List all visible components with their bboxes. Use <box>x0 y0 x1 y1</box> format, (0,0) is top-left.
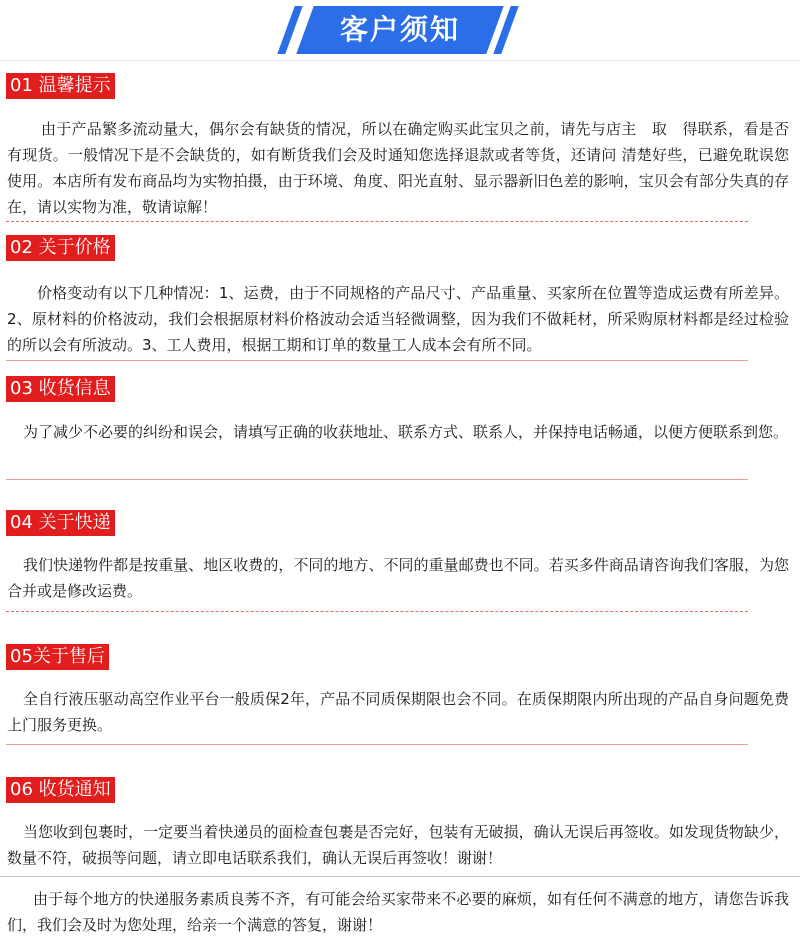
section-tag: 05关于售后 <box>6 644 109 670</box>
footer-text: 由于每个地方的快递服务素质良莠不齐，有可能会给买家带来不必要的麻烦，如有任何不满意的地方，请您告诉我们，我们会及时为您处理，给亲一个满意的答复，谢谢！ <box>7 890 789 934</box>
section-tag: 06 收货通知 <box>6 777 115 803</box>
section-text: 当您收到包裹时，一定要当着快递员的面检查包裹是否完好，包装有无破损，确认无误后再签收。如发现货物缺少，数量不符，破损等问题，请立即电话联系我们，确认无误后再签收！谢谢！ <box>7 823 789 867</box>
footer-divider <box>0 876 800 877</box>
section-tag: 03 收货信息 <box>6 376 115 402</box>
section-text: 我们快递物件都是按重量、地区收费的，不同的地方、不同的重量邮费也不同。若买多件商品请咨询我们客服，为您合并或是修改运费。 <box>7 556 789 600</box>
section-divider <box>6 360 748 361</box>
section-tag: 04 关于快递 <box>6 510 115 536</box>
section-tag: 01 温馨提示 <box>6 73 115 99</box>
section-text: 价格变动有以下几种情况：1、运费，由于不同规格的产品尺寸、产品重量、买家所在位置等造成运费有所差异。2、原材料的价格波动，我们会根据原材料价格波动会适当轻微调整，因为我们不做耗材，所采购原材料都是经过检验的所以会有所波动。3、工人费用，根据工期和订单的数量工人成本会有所不同。 <box>7 284 789 354</box>
section-divider <box>6 479 748 480</box>
section-divider <box>6 611 748 612</box>
header-divider <box>0 60 800 61</box>
section-text: 为了减少不必要的纠纷和误会，请填写正确的收获地址、联系方式、联系人，并保持电话畅通，以便方便联系到您。 <box>23 423 789 441</box>
section-text: 全自行液压驱动高空作业平台一般质保2年，产品不同质保期限也会不同。在质保期限内所出现的产品自身问题免费上门服务更换。 <box>7 690 789 734</box>
section-divider <box>6 221 748 222</box>
page-title: 客户须知 <box>339 13 460 46</box>
section-text: 由于产品繁多流动量大，偶尔会有缺货的情况，所以在确定购买此宝贝之前，请先与店主 取 得联系，看是否有现货。一般情况下是不会缺货的，如有断货我们会及时通知您选择退款或者等货，还请问 清楚好些，已避免耽误您使用。本店所有发布商品均为实物拍摄，由于环境、角度、阳光直射、显示器新旧色差的影响，宝贝会有部分失真的存在，请以实物为准，敬请谅解！ <box>7 120 789 216</box>
section-divider <box>6 744 748 745</box>
section-tag: 02 关于价格 <box>6 235 115 261</box>
header-banner <box>0 6 800 54</box>
